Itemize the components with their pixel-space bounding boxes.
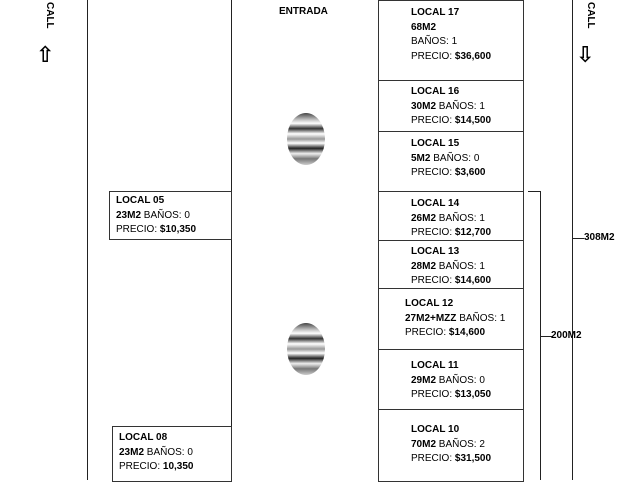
unit-price: $3,600 [454,167,486,178]
unit-banos: 1 [479,260,485,272]
unit-banos: 0 [473,152,480,164]
unit-size: 26M2 [411,212,437,224]
unit-banos: 1 [479,212,485,224]
unit-title: LOCAL 14 [411,198,460,209]
unit-banos: 1 [451,36,458,47]
unit-price: 10,350 [162,461,194,472]
unit-size: 68M2 [411,21,437,33]
street-label-left: CALL [44,2,55,29]
unit-size: 29M2 [411,374,437,386]
left-street-line [87,0,88,480]
unit-local-08[interactable]: LOCAL 08 23M2 BAÑOS: 0 PRECIO: 10,350 [112,426,232,482]
unit-price: $31,500 [454,453,492,464]
unit-price: $13,050 [454,389,492,400]
unit-title: LOCAL 15 [411,138,460,149]
dimension-tick-308 [572,238,584,239]
unit-banos: 0 [479,374,485,386]
unit-title: LOCAL 08 [119,432,168,443]
unit-local-11[interactable]: LOCAL 11 29M2 BAÑOS: 0 PRECIO: $13,050 [378,349,524,410]
tree-icon [287,323,325,375]
unit-title: LOCAL 12 [405,298,454,309]
unit-price: $14,600 [448,327,486,338]
unit-price: $10,350 [159,224,197,235]
unit-local-12[interactable]: LOCAL 12 27M2+MZZ BAÑOS: 1 PRECIO: $14,600 [378,288,524,350]
corridor-left-line [231,0,232,480]
unit-local-10[interactable]: LOCAL 10 70M2 BAÑOS: 2 PRECIO: $31,500 [378,409,524,482]
unit-size: 30M2 [411,100,437,112]
unit-local-16[interactable]: LOCAL 16 30M2 BAÑOS: 1 PRECIO: $14,500 [378,80,524,132]
unit-size: 5M2 [411,152,431,164]
tree-icon [287,113,325,165]
unit-title: LOCAL 05 [116,195,165,206]
unit-title: LOCAL 13 [411,246,460,257]
unit-title: LOCAL 16 [411,86,460,97]
unit-title: LOCAL 11 [411,360,459,371]
unit-size: 70M2 [411,438,437,450]
unit-price: $14,500 [454,115,492,126]
unit-price: $12,700 [454,227,492,238]
unit-banos: 1 [499,312,506,324]
unit-local-14[interactable]: LOCAL 14 26M2 BAÑOS: 1 PRECIO: $12,700 [378,191,524,241]
unit-banos: 0 [184,209,190,221]
dimension-bracket-top [528,191,540,192]
right-street-line [572,0,573,480]
unit-size: 23M2 [116,209,142,221]
unit-banos: 1 [479,100,485,112]
unit-local-17[interactable]: LOCAL 17 68M2 BAÑOS: 1 PRECIO: $36,600 [378,0,524,81]
unit-banos: 2 [479,438,485,450]
unit-price: $14,600 [454,275,492,286]
unit-title: LOCAL 10 [411,424,460,435]
unit-local-13[interactable]: LOCAL 13 28M2 BAÑOS: 1 PRECIO: $14,600 [378,240,524,289]
unit-local-15[interactable]: LOCAL 15 5M2 BAÑOS: 0 PRECIO: $3,600 [378,131,524,192]
entrance-label: ENTRADA [279,6,328,17]
dimension-label-200: 200M2 [551,330,582,341]
down-arrow-icon: ⇩ [576,42,595,67]
unit-size: 23M2 [119,446,145,458]
unit-title: LOCAL 17 [411,7,460,18]
unit-price: $36,600 [454,50,492,62]
unit-banos: 0 [187,446,193,458]
street-label-right: CALL [585,2,596,29]
unit-size: 27M2+MZZ [405,312,457,324]
unit-size: 28M2 [411,260,437,272]
dimension-label-308: 308M2 [584,232,615,243]
up-arrow-icon: ⇧ [36,42,55,67]
unit-local-05[interactable]: LOCAL 05 23M2 BAÑOS: 0 PRECIO: $10,350 [109,191,232,240]
